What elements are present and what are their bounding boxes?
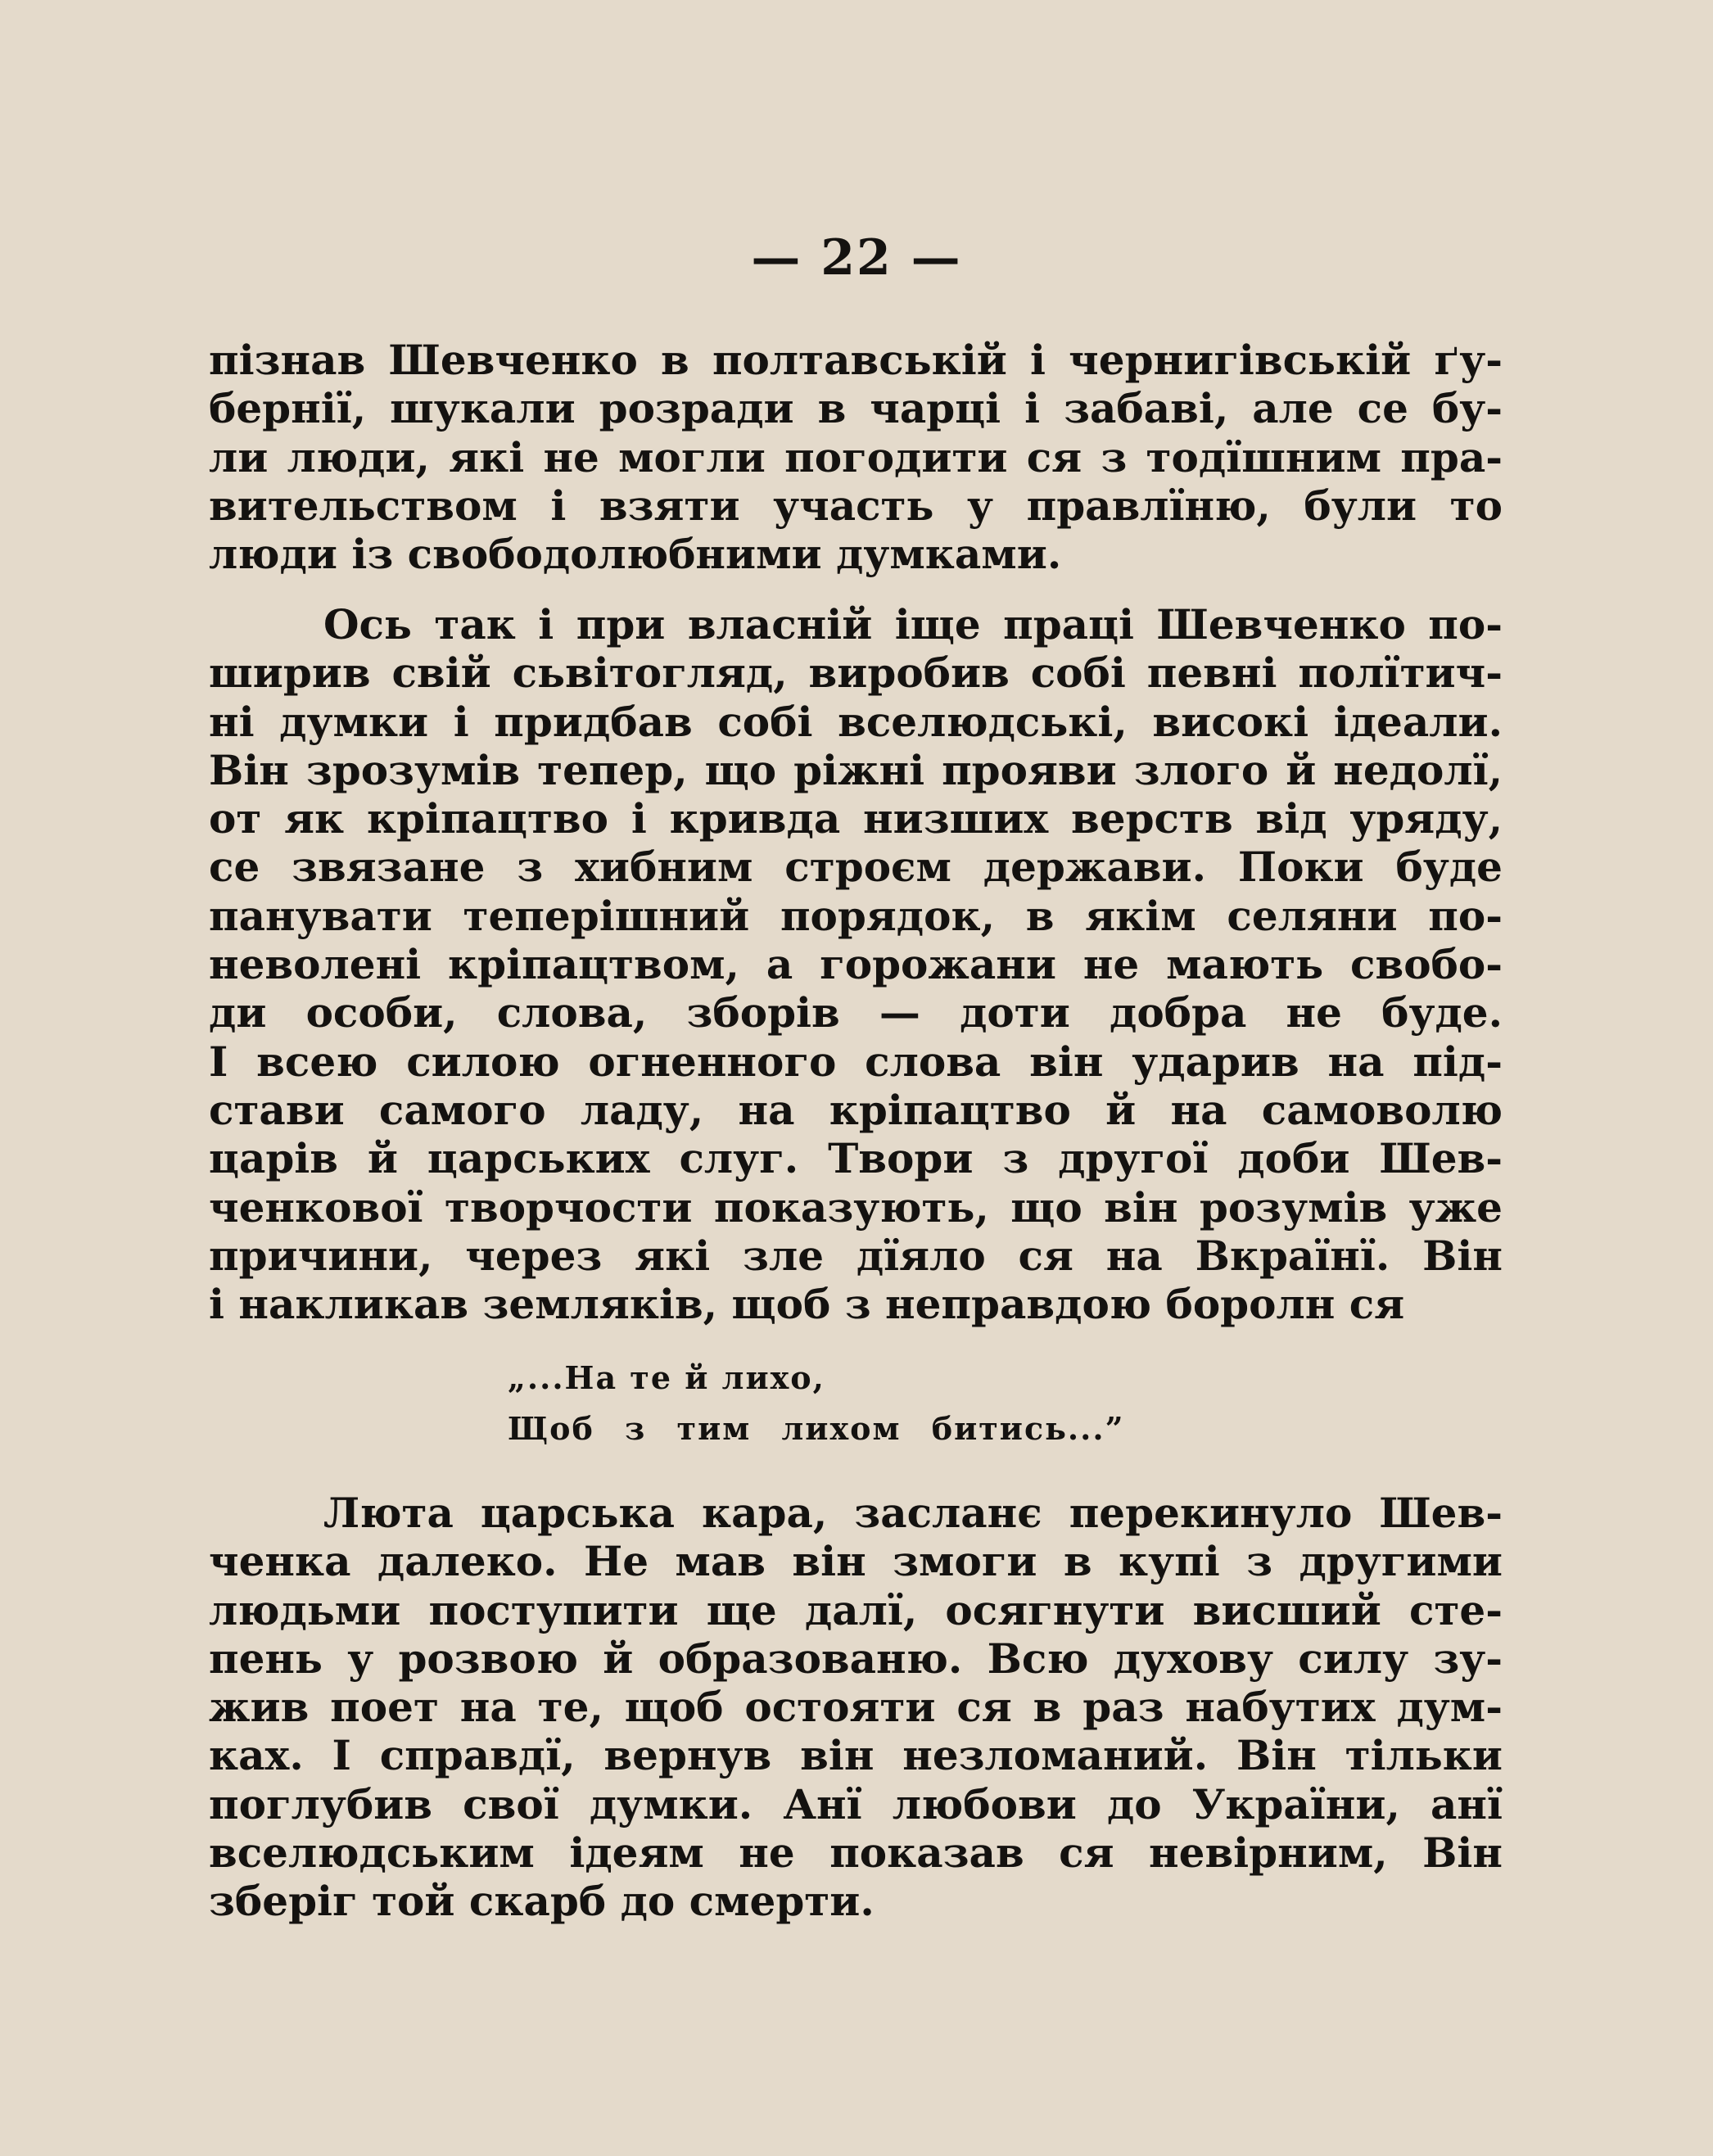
text-line: ширив свій сьвітогляд, виробив собі певні полїтич-	[209, 649, 1503, 698]
text-line: неволені кріпацтвом, а горожани не мають свобо-	[209, 940, 1503, 989]
text-line: се звязане з хибним строєм держави. Поки буде	[209, 843, 1503, 892]
text-line: ках. І справдї, вернув він незломаний. Він тільки	[209, 1731, 1503, 1780]
text-line: панувати теперішний порядок, в якім селяни по-	[209, 891, 1503, 940]
text-line: жив поет на те, щоб остояти ся в раз набутих дум-	[209, 1683, 1503, 1732]
verse-quote	[508, 1353, 1245, 1454]
text-line: вительством і взяти участь у правлїню, були то	[209, 481, 1503, 530]
verse-line: „...На те й лихо,	[508, 1359, 825, 1396]
text-line: ли люди, які не могли погодити ся з тодїшним пра-	[209, 432, 1503, 481]
text-line: ченкової творчости показують, що він розумів уже	[209, 1182, 1503, 1232]
text-line: і накликав земляків, щоб з неправдою боролн ся	[209, 1280, 1405, 1329]
text-line: І всею силою огненного слова він ударив на під-	[209, 1037, 1503, 1086]
text-line: поглубив свої думки. Анї любови до України, анї	[209, 1779, 1503, 1828]
paragraph-2	[209, 600, 1503, 1328]
text-line: пізнав Шевченко в полтавській і чернигівській ґу-	[209, 336, 1503, 384]
text-line: зберіг той скарб до смерти.	[209, 1877, 875, 1926]
text-line: Він зрозумів тепер, що ріжні прояви злого й недолї,	[209, 745, 1503, 794]
text-line: ди особи, слова, зборів — доти добра не буде.	[209, 988, 1503, 1037]
text-line: царів й царських слуг. Твори з другої доби Шев-	[209, 1134, 1503, 1183]
paragraph-1	[209, 336, 1503, 578]
page-number: — 22 —	[751, 229, 962, 287]
verse-line: Щоб з тим лихом битись...”	[508, 1410, 1125, 1447]
text-line: люди із свободолюбними думками.	[209, 530, 1062, 579]
text-line: людьми поступити ще далї, осягнути висший сте-	[209, 1585, 1503, 1634]
text-line: причини, через які зле дїяло ся на Вкраїнї. Він	[209, 1231, 1503, 1280]
text-line: Ось так і при власній іще праці Шевченко по-	[323, 600, 1503, 649]
text-line: стави самого ладу, на кріпацтво й на самоволю	[209, 1085, 1503, 1134]
text-line: от як кріпацтво і кривда низших верств від уряду,	[209, 794, 1503, 843]
text-line: ченка далеко. Не мав він змоги в купі з другими	[209, 1537, 1503, 1586]
text-line: Люта царська кара, засланє перекинуло Шев-	[323, 1489, 1503, 1537]
paragraph-3	[209, 1489, 1503, 1926]
text-line: вселюдським ідеям не показав ся невірним, Він	[209, 1828, 1503, 1878]
text-line: пень у розвою й образованю. Всю духову силу зу-	[209, 1634, 1503, 1683]
text-line: бернії, шукали розради в чарці і забаві, але се бу-	[209, 384, 1503, 433]
text-line: ні думки і придбав собі вселюдські, високі ідеали.	[209, 697, 1503, 746]
